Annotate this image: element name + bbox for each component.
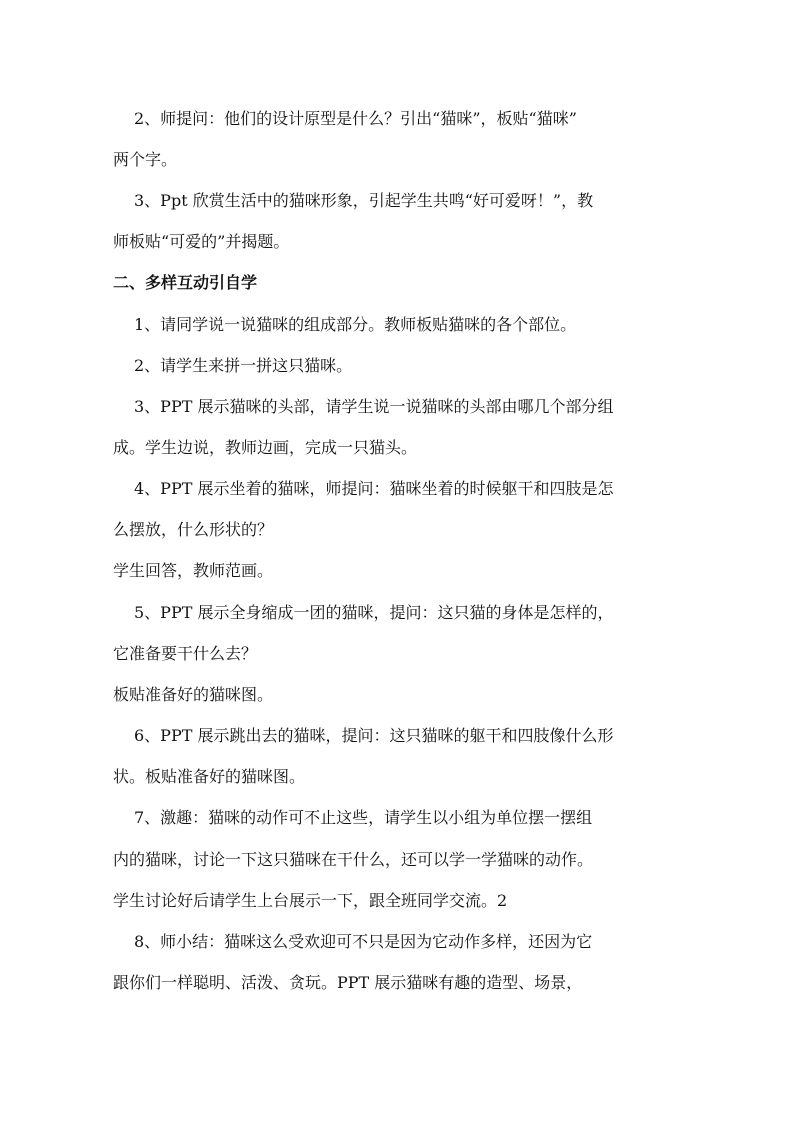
- paragraph-line: 3、Ppt 欣赏生活中的猫咪形象，引起学生共鸣“好可爱呀！”，教: [134, 191, 594, 210]
- paragraph-line: 成。学生边说，教师边画，完成一只猫头。: [113, 438, 418, 457]
- paragraph-line: 6、PPT 展示跳出去的猫咪，提问：这只猫咪的躯干和四肢像什么形: [134, 726, 614, 745]
- paragraph-line: 学生回答，教师范画。: [113, 561, 274, 580]
- paragraph-line: 3、PPT 展示猫咪的头部，请学生说一说猫咪的头部由哪几个部分组: [134, 397, 614, 416]
- paragraph-line: 2、请学生来拼一拼这只猫咪。: [134, 356, 353, 375]
- paragraph-line: 内的猫咪，讨论一下这只猫咪在干什么，还可以学一学猫咪的动作。: [113, 850, 594, 869]
- paragraph-line: 它准备要干什么去？: [113, 644, 258, 663]
- paragraph-line: 8、师小结：猫咪这么受欢迎可不只是因为它动作多样，还因为它: [134, 932, 593, 951]
- paragraph-line: 7、激趣：猫咪的动作可不止这些，请学生以小组为单位摆一摆组: [134, 808, 593, 827]
- paragraph-line: 师板贴“可爱的”并揭题。: [113, 232, 290, 251]
- paragraph-line: 跟你们一样聪明、活泼、贪玩。PPT 展示猫咪有趣的造型、场景，: [113, 973, 583, 992]
- paragraph-line: 板贴准备好的猫咪图。: [113, 685, 274, 704]
- section-heading: 二、多样互动引自学: [113, 273, 258, 292]
- paragraph-line: 学生讨论好后请学生上台展示一下，跟全班同学交流。2: [113, 891, 508, 910]
- paragraph-line: 1、请同学说一说猫咪的组成部分。教师板贴猫咪的各个部位。: [134, 315, 577, 334]
- paragraph-line: 5、PPT 展示全身缩成一团的猫咪，提问：这只猫的身体是怎样的，: [134, 603, 614, 622]
- paragraph-line: 状。板贴准备好的猫咪图。: [113, 767, 306, 786]
- paragraph-line: 么摆放，什么形状的？: [113, 520, 274, 539]
- paragraph-line: 两个字。: [113, 150, 178, 169]
- paragraph-line: 4、PPT 展示坐着的猫咪，师提问：猫咪坐着的时候躯干和四肢是怎: [134, 479, 614, 498]
- paragraph-line: 2、师提问：他们的设计原型是什么？引出“猫咪”，板贴“猫咪”: [134, 109, 577, 128]
